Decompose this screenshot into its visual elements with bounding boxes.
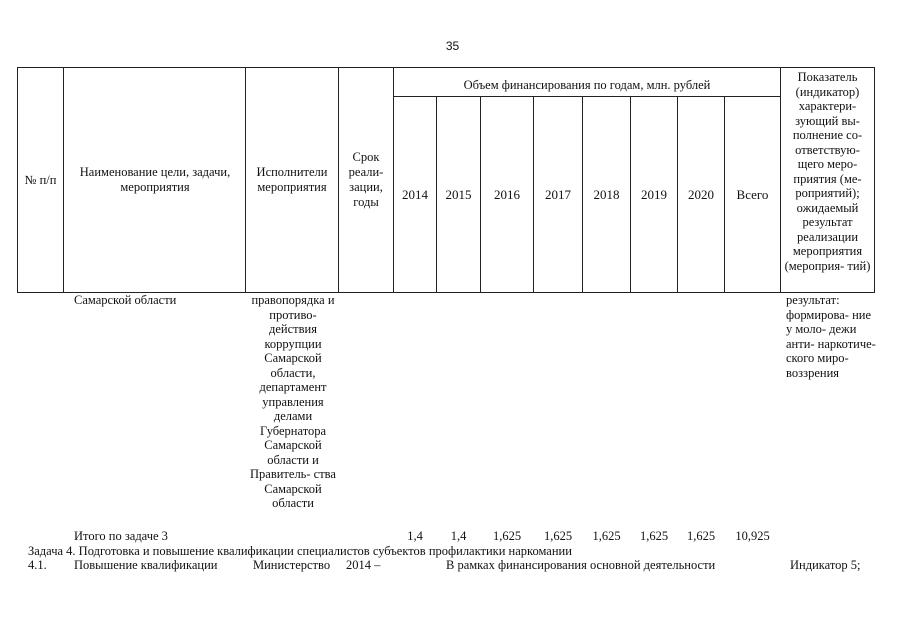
total-task3-value: 1,625 bbox=[543, 529, 573, 543]
row-4-1-name: Повышение квалификации bbox=[74, 558, 218, 572]
row-4-1-num: 4.1. bbox=[28, 558, 47, 572]
divider bbox=[63, 67, 64, 293]
total-task3-value: 1,4 bbox=[407, 529, 423, 543]
header-year: 2015 bbox=[445, 187, 472, 202]
total-task3-value: 1,4 bbox=[450, 529, 467, 543]
header-col-indicator: Показатель (индикатор) характери- зующий вы- полнение со- ответствую- щего меро- приятия (ме- роприятий); ожидаемый результат реализации мероприятия (мероприя- тий) bbox=[781, 67, 875, 293]
row-cont-name: Самарской области bbox=[74, 293, 177, 307]
total-task3-value: 1,625 bbox=[686, 529, 716, 543]
header-year: 2019 bbox=[641, 187, 667, 202]
page-number: 35 bbox=[445, 39, 460, 53]
total-task3-value: 1,625 bbox=[592, 529, 621, 543]
header-col-term: Срок реали- зации, годы bbox=[348, 150, 384, 209]
header-year: 2014 bbox=[402, 187, 428, 202]
row-4-1-funding: В рамках финансирования основной деятельности bbox=[446, 558, 716, 572]
row-4-1-term: 2014 – bbox=[346, 558, 381, 572]
header-year: 2016 bbox=[494, 187, 520, 202]
row-cont-executors: правопорядка и противо- действия коррупции Самарской области, департамент управления делами Губернатора Самарской области и Правитель- ства Самарской области bbox=[250, 293, 336, 510]
header-col-num: № п/п bbox=[24, 172, 57, 187]
total-task3-value: 10,925 bbox=[735, 529, 770, 543]
divider bbox=[245, 67, 246, 293]
total-task3-value: 1,625 bbox=[492, 529, 522, 543]
divider bbox=[338, 67, 339, 293]
total-task3-value: 1,625 bbox=[639, 529, 669, 543]
header-year: 2017 bbox=[545, 187, 571, 202]
total-task3-label: Итого по задаче 3 bbox=[74, 529, 168, 543]
row-4-1-indicator: Индикатор 5; bbox=[790, 558, 861, 572]
row-cont-result: результат: формирова- ние у моло- дежи анти- наркотиче- ского миро- воззрения bbox=[786, 293, 876, 380]
row-4-1-executor: Министерство bbox=[253, 558, 331, 572]
header-col-name: Наименование цели, задачи, мероприятия bbox=[79, 165, 231, 194]
header-year: 2020 bbox=[688, 187, 714, 202]
header-total: Всего bbox=[736, 187, 769, 202]
header-year: 2018 bbox=[593, 187, 620, 202]
header-funding-title: Объем финансирования по годам, млн. рублей bbox=[463, 77, 711, 92]
task4-title: Задача 4. Подготовка и повышение квалификации специалистов субъектов профилактики наркомании bbox=[28, 544, 572, 558]
header-col-executors: Исполнители мероприятия bbox=[256, 165, 328, 194]
